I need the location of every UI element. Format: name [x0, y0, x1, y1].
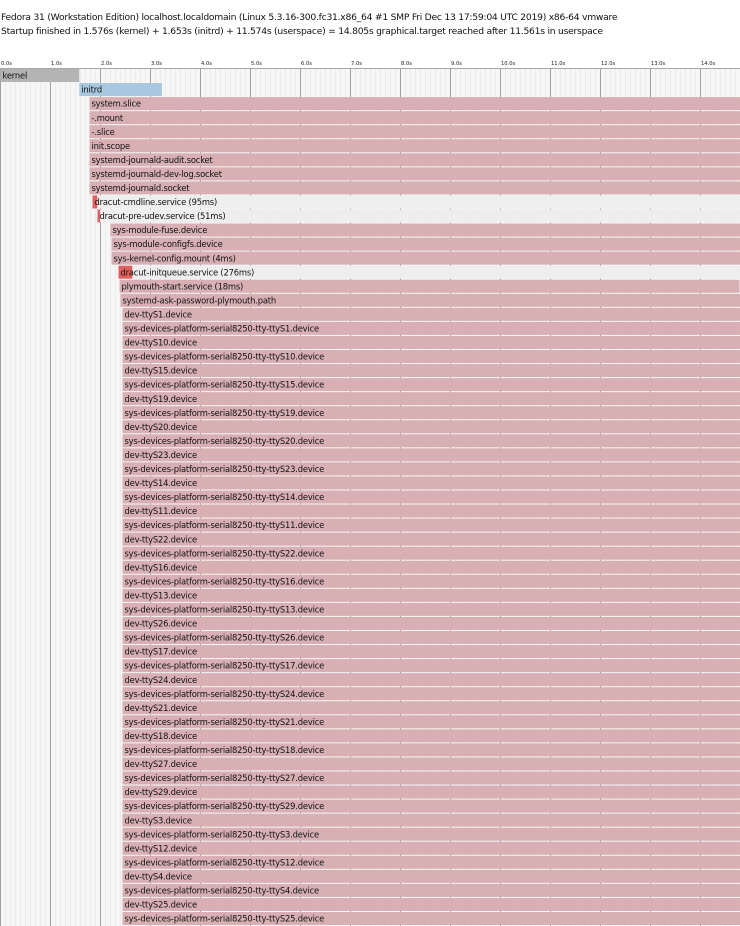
unit-bar: [123, 842, 740, 855]
tick-label: 3.0s: [151, 61, 162, 67]
unit-label: system.slice: [91, 98, 141, 109]
unit-label: sys-devices-platform-serial8250-tty-ttyS17.device: [124, 660, 325, 671]
unit-label: sys-devices-platform-serial8250-tty-ttyS23.device: [124, 464, 325, 474]
tick-label: 8.0s: [401, 61, 412, 67]
unit-label: sys-devices-platform-serial8250-tty-ttyS14.device: [124, 492, 325, 503]
tick-label: 4.0s: [201, 61, 212, 67]
unit-bar: [90, 111, 740, 124]
unit-label: dev-ttyS23.device: [124, 449, 197, 460]
unit-label: dev-ttyS12.device: [124, 843, 197, 854]
unit-label: sys-devices-platform-serial8250-tty-ttyS18.device: [124, 745, 325, 755]
unit-label: sys-kernel-config.mount (4ms): [113, 253, 236, 264]
unit-label: dev-ttyS14.device: [124, 478, 197, 489]
unit-bar: [123, 729, 740, 742]
unit-label: kernel: [2, 70, 28, 81]
tick-label: 5.0s: [251, 61, 262, 67]
timeline-tick-labels: [1, 61, 716, 67]
unit-label: dev-ttyS24.device: [124, 674, 197, 685]
unit-label: init.scope: [91, 140, 130, 151]
unit-label: systemd-journald-audit.socket: [91, 154, 213, 165]
unit-bar: [123, 898, 740, 911]
unit-label: systemd-journald-dev-log.socket: [91, 168, 222, 179]
unit-label: sys-devices-platform-serial8250-tty-ttyS25.device: [124, 913, 325, 924]
unit-label: dev-ttyS16.device: [124, 562, 197, 573]
unit-bar: [123, 814, 740, 827]
unit-label: dev-ttyS18.device: [124, 730, 197, 741]
tick-label: 7.0s: [351, 61, 362, 67]
unit-label: dracut-pre-udev.service (51ms): [99, 211, 226, 222]
unit-bar: [123, 533, 740, 546]
tick-label: 2.0s: [101, 61, 112, 67]
unit-label: dev-ttyS15.device: [124, 365, 197, 376]
unit-label: dev-ttyS11.device: [124, 506, 197, 517]
unit-label: sys-devices-platform-serial8250-tty-ttyS10.device: [124, 351, 325, 362]
unit-label: -.mount: [91, 112, 123, 123]
unit-bar: [123, 505, 740, 518]
unit-bar: [123, 308, 740, 321]
unit-label: sys-devices-platform-serial8250-tty-ttyS16.device: [124, 576, 325, 587]
unit-label: sys-module-fuse.device: [112, 225, 208, 236]
unit-label: dev-ttyS3.device: [124, 815, 192, 826]
unit-bar: [123, 617, 740, 630]
unit-label: dev-ttyS10.device: [124, 337, 197, 348]
tick-label: 6.0s: [301, 61, 312, 67]
unit-label: dracut-initqueue.service (276ms): [120, 267, 255, 278]
unit-bar: [123, 757, 740, 770]
unit-label: sys-devices-platform-serial8250-tty-ttyS21.device: [124, 716, 325, 727]
unit-bar: [123, 561, 740, 574]
unit-label: systemd-journald.socket: [91, 183, 190, 193]
header-startup-summary: Startup finished in 1.576s (kernel) + 1.653s (initrd) + 11.574s (userspace) = 14.805s graphical.target reached after 11.561s in userspace: [1, 26, 603, 37]
unit-label: plymouth-start.service (18ms): [121, 281, 244, 292]
unit-label: sys-module-configfs.device: [113, 239, 223, 250]
unit-label: sys-devices-platform-serial8250-tty-ttyS20.device: [124, 435, 325, 446]
unit-label: sys-devices-platform-serial8250-tty-ttyS26.device: [124, 632, 325, 643]
unit-label: systemd-ask-password-plymouth.path: [122, 295, 276, 306]
unit-bar: [123, 336, 740, 349]
header-system-info: Fedora 31 (Workstation Edition) localhost.localdomain (Linux 5.3.16-300.fc31.x86_64 #1 SMP Fri Dec 13 17:59:04 UTC 2019) x86-64 vmware: [1, 12, 618, 23]
unit-label: sys-devices-platform-serial8250-tty-ttyS4.device: [124, 885, 319, 896]
unit-bar: [123, 701, 740, 714]
tick-label: 1.0s: [51, 61, 62, 67]
unit-label: dev-ttyS13.device: [124, 590, 197, 601]
unit-label: dev-ttyS27.device: [124, 759, 197, 770]
unit-label: dracut-cmdline.service (95ms): [94, 197, 218, 208]
unit-bar: [123, 448, 740, 461]
unit-label: dev-ttyS1.device: [124, 309, 192, 320]
unit-bar: [90, 139, 740, 152]
unit-label: -.slice: [91, 126, 115, 137]
unit-label: sys-devices-platform-serial8250-tty-ttyS11.device: [124, 520, 325, 531]
unit-label: sys-devices-platform-serial8250-tty-ttyS1.device: [124, 323, 319, 334]
tick-label: 10.0s: [501, 61, 516, 67]
unit-label: dev-ttyS21.device: [124, 702, 197, 713]
unit-label: dev-ttyS17.device: [124, 646, 197, 657]
unit-label: sys-devices-platform-serial8250-tty-ttyS19.device: [124, 407, 325, 418]
unit-label: initrd: [81, 84, 102, 95]
unit-label: sys-devices-platform-serial8250-tty-ttyS3.device: [124, 829, 319, 840]
unit-bar: [123, 645, 740, 658]
unit-bar: [123, 420, 740, 433]
unit-bar: [123, 870, 740, 883]
unit-label: dev-ttyS25.device: [124, 899, 197, 910]
unit-bar: [123, 589, 740, 602]
unit-label: dev-ttyS22.device: [124, 534, 197, 545]
unit-bar: [123, 673, 740, 686]
unit-label: dev-ttyS19.device: [124, 393, 197, 404]
unit-bar: [123, 476, 740, 489]
unit-bar: [123, 364, 740, 377]
unit-label: sys-devices-platform-serial8250-tty-ttyS12.device: [124, 857, 325, 868]
unit-label: dev-ttyS20.device: [124, 421, 197, 432]
unit-label: dev-ttyS29.device: [124, 787, 197, 798]
tick-label: 0.0s: [1, 61, 12, 67]
tick-label: 12.0s: [601, 61, 616, 67]
unit-label: sys-devices-platform-serial8250-tty-ttyS22.device: [124, 548, 325, 559]
unit-bar: [90, 97, 740, 110]
tick-label: 13.0s: [651, 61, 666, 67]
tick-label: 14.0s: [701, 61, 716, 67]
unit-bar: [123, 786, 740, 799]
unit-label: dev-ttyS26.device: [124, 618, 197, 629]
tick-label: 9.0s: [451, 61, 462, 67]
unit-label: sys-devices-platform-serial8250-tty-ttyS15.device: [124, 379, 325, 390]
tick-label: 11.0s: [551, 61, 566, 67]
unit-bar: [90, 125, 740, 138]
unit-label: sys-devices-platform-serial8250-tty-ttyS27.device: [124, 773, 325, 784]
unit-bar: [123, 392, 740, 405]
unit-label: dev-ttyS4.device: [124, 871, 192, 882]
unit-label: sys-devices-platform-serial8250-tty-ttyS13.device: [124, 604, 325, 615]
unit-label: sys-devices-platform-serial8250-tty-ttyS24.device: [124, 688, 325, 699]
unit-label: sys-devices-platform-serial8250-tty-ttyS29.device: [124, 801, 325, 812]
